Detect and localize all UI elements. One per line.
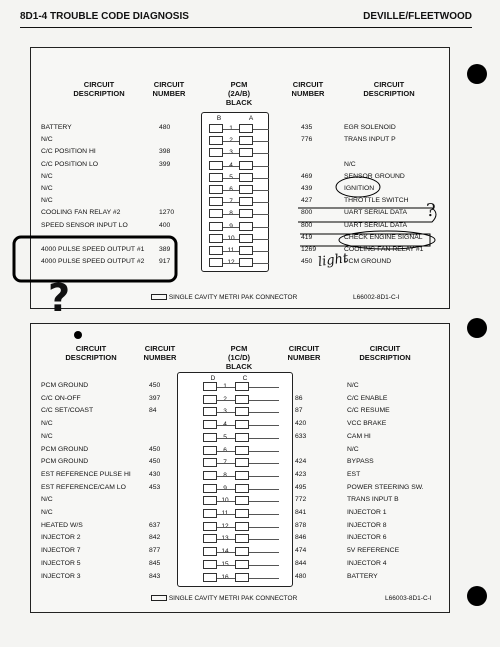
left-circuit-desc: C/C POSITION LO [41, 160, 99, 168]
right-circuit-number: 846 [295, 534, 307, 542]
connector-footer: SINGLE CAVITY METRI PAK CONNECTOR [149, 294, 297, 301]
left-circuit-desc: INJECTOR 7 [41, 547, 81, 555]
left-circuit-number: 877 [149, 547, 161, 555]
pin-number: 6 [223, 446, 227, 454]
pin-number: 2 [223, 395, 227, 403]
right-circuit-number: 841 [295, 509, 307, 516]
right-circuit-desc: THROTTLE SWITCH [344, 197, 409, 205]
left-circuit-desc: SPEED SENSOR INPUT LO [41, 221, 128, 229]
left-circuit-number: 399 [159, 160, 171, 168]
annotation-circle [336, 177, 380, 197]
right-circuit-number: 86 [295, 394, 303, 402]
left-circuit-desc: PCM GROUND [41, 445, 89, 453]
right-circuit-number: 800 [301, 209, 313, 217]
left-circuit-number: 450 [149, 445, 161, 453]
right-circuit-desc: EST [347, 470, 361, 478]
right-circuit-desc: COOLING FAN RELAY #1 [344, 246, 424, 253]
col-header-num2: CIRCUIT NUMBER [291, 80, 325, 98]
left-circuit-desc: PCM GROUND [41, 458, 89, 466]
right-circuit-desc: UART SERIAL DATA [344, 221, 408, 229]
left-circuit-number: 84 [149, 407, 157, 415]
pin-number: 7 [223, 459, 227, 467]
left-circuit-desc: 4000 PULSE SPEED OUTPUT #2 [41, 258, 145, 266]
col-header-num: CIRCUIT NUMBER [143, 344, 177, 362]
pin-number: 13 [221, 535, 229, 543]
left-circuit-number: 842 [149, 534, 161, 542]
right-circuit-desc: TRANS INPUT P [344, 136, 396, 144]
col-header-desc: CIRCUIT DESCRIPTION [73, 80, 125, 98]
left-circuit-desc: INJECTOR 3 [41, 572, 81, 580]
pin-number: 12 [221, 522, 229, 530]
pin-number: 8 [229, 210, 233, 218]
right-circuit-number: 495 [295, 483, 307, 491]
left-circuit-desc: C/C SET/COAST [41, 407, 94, 415]
left-circuit-desc: N/C [41, 432, 53, 440]
right-circuit-desc: N/C [347, 445, 359, 453]
right-circuit-number: 87 [295, 407, 303, 415]
handwritten-question-mark: ? [426, 200, 436, 221]
pin-number: 11 [227, 247, 235, 254]
right-circuit-desc: PCM GROUND [344, 258, 392, 266]
left-circuit-number: 1270 [159, 209, 175, 217]
col-letter: D [210, 375, 216, 382]
left-circuit-desc: N/C [41, 420, 53, 428]
right-circuit-number: 439 [301, 185, 313, 192]
left-circuit-number: 453 [149, 483, 161, 491]
pin-number: 2 [229, 137, 233, 145]
connector-footer: SINGLE CAVITY METRI PAK CONNECTOR [149, 595, 297, 602]
left-circuit-number: 917 [159, 258, 171, 266]
right-circuit-desc: C/C RESUME [347, 407, 390, 415]
left-circuit-desc: C/C POSITION HI [41, 148, 96, 156]
left-circuit-number: 845 [149, 559, 161, 567]
col-header-desc2: CIRCUIT DESCRIPTION [363, 80, 415, 98]
right-circuit-number: 844 [295, 559, 307, 567]
col-header-desc: CIRCUIT DESCRIPTION [65, 344, 117, 362]
annotation-box [14, 237, 176, 281]
pin-number: 11 [221, 510, 229, 517]
pin-number: 5 [223, 433, 227, 441]
annotation-bracket [298, 208, 436, 222]
right-circuit-number: 419 [301, 233, 313, 241]
right-circuit-desc: TRANS INPUT B [347, 496, 399, 504]
left-circuit-number: 389 [159, 246, 171, 253]
pin-number: 1 [223, 383, 227, 390]
right-circuit-desc: N/C [347, 382, 359, 389]
right-circuit-number: 772 [295, 496, 307, 504]
right-circuit-number: 469 [301, 172, 313, 180]
right-circuit-desc: INJECTOR 1 [347, 509, 387, 516]
left-circuit-number: 450 [149, 458, 161, 466]
left-circuit-number: 843 [149, 572, 161, 580]
col-letter: A [248, 115, 254, 122]
right-circuit-desc: INJECTOR 8 [347, 521, 387, 529]
col-header-num: CIRCUIT NUMBER [152, 80, 186, 98]
col-header-pcm: PCM (1C/D) BLACK [225, 344, 253, 371]
figure-code: L66002-8D1-C-I [353, 294, 400, 301]
pin-number: 7 [229, 198, 233, 206]
right-circuit-desc: SENSOR GROUND [344, 172, 405, 180]
pin-number: 5 [229, 173, 233, 181]
left-circuit-number: 480 [159, 124, 171, 131]
right-circuit-desc: INJECTOR 6 [347, 534, 387, 542]
left-circuit-desc: EST REFERENCE/CAM LO [41, 483, 126, 491]
right-circuit-desc: EGR SOLENOID [344, 124, 396, 131]
left-circuit-desc: N/C [41, 197, 53, 205]
pin-number: 8 [223, 471, 227, 479]
right-circuit-desc: UART SERIAL DATA [344, 209, 408, 217]
right-circuit-desc: CAM HI [347, 432, 371, 440]
col-header-desc2: CIRCUIT DESCRIPTION [359, 344, 411, 362]
right-circuit-number: 424 [295, 458, 307, 466]
right-circuit-number: 420 [295, 420, 307, 428]
left-circuit-desc: COOLING FAN RELAY #2 [41, 209, 121, 217]
right-circuit-number: 427 [301, 197, 313, 205]
pin-number: 14 [221, 548, 229, 556]
left-circuit-desc: 4000 PULSE SPEED OUTPUT #1 [41, 246, 145, 253]
left-circuit-number: 398 [159, 148, 171, 156]
left-circuit-desc: N/C [41, 185, 53, 192]
pin-number: 3 [229, 149, 233, 157]
right-circuit-number: 480 [295, 572, 307, 580]
left-circuit-desc: N/C [41, 509, 53, 516]
right-circuit-number: 800 [301, 221, 313, 229]
left-circuit-desc: N/C [41, 496, 53, 504]
left-circuit-desc: C/C ON-OFF [41, 394, 81, 402]
left-circuit-desc: BATTERY [41, 124, 72, 131]
right-circuit-desc: 5V REFERENCE [347, 547, 400, 555]
pin-number: 4 [229, 161, 233, 169]
right-circuit-number: 423 [295, 470, 307, 478]
pin-number: 3 [223, 408, 227, 416]
right-circuit-number: 776 [301, 136, 313, 144]
pin-number: 12 [227, 259, 235, 267]
annotation-bracket [300, 234, 430, 246]
left-circuit-number: 637 [149, 521, 161, 529]
right-circuit-desc: INJECTOR 4 [347, 559, 387, 567]
left-circuit-number: 397 [149, 394, 161, 402]
handwritten-note: light [317, 250, 350, 271]
right-circuit-desc: C/C ENABLE [347, 394, 388, 402]
right-circuit-desc: CHECK ENGINE SIGNAL [344, 233, 423, 241]
col-letter: C [242, 375, 248, 382]
left-circuit-desc: HEATED W/S [41, 521, 83, 529]
pin-number: 1 [229, 125, 233, 132]
pin-number: 10 [227, 234, 235, 242]
pin-number: 16 [221, 573, 229, 581]
right-circuit-desc: POWER STEERING SW. [347, 483, 424, 491]
left-circuit-desc: N/C [41, 172, 53, 180]
right-circuit-number: 450 [301, 258, 313, 266]
left-circuit-desc: N/C [41, 136, 53, 144]
pin-number: 9 [223, 484, 227, 492]
right-circuit-desc: BATTERY [347, 572, 378, 580]
left-circuit-number: 400 [159, 221, 171, 229]
right-circuit-desc: IGNITION [344, 185, 375, 192]
right-circuit-number: 1269 [301, 246, 317, 253]
left-circuit-desc: PCM GROUND [41, 382, 89, 389]
annotation-dot-icon [74, 331, 82, 339]
right-circuit-desc: N/C [344, 160, 356, 168]
header-title: 8D1-4 TROUBLE CODE DIAGNOSIS [20, 11, 189, 22]
right-circuit-number: 474 [295, 547, 307, 555]
right-circuit-number: 878 [295, 521, 307, 529]
left-circuit-number: 450 [149, 382, 161, 389]
header-model: DEVILLE/FLEETWOOD [363, 11, 472, 22]
col-header-num2: CIRCUIT NUMBER [287, 344, 321, 362]
figure-code: L66003-8D1-C-I [385, 595, 432, 602]
col-letter: B [216, 115, 222, 122]
left-circuit-desc: INJECTOR 5 [41, 559, 81, 567]
handwritten-question-mark: ? [48, 276, 71, 320]
pin-number: 10 [221, 497, 229, 505]
right-circuit-number: 435 [301, 124, 313, 131]
left-circuit-desc: EST REFERENCE PULSE HI [41, 470, 131, 478]
right-circuit-number: 633 [295, 432, 307, 440]
col-header-pcm: PCM (2A/B) BLACK [225, 80, 253, 107]
pin-number: 6 [229, 186, 233, 193]
pin-number: 15 [221, 560, 229, 568]
right-circuit-desc: VCC BRAKE [347, 420, 387, 428]
left-circuit-number: 430 [149, 470, 161, 478]
pin-number: 4 [223, 421, 227, 429]
left-circuit-desc: INJECTOR 2 [41, 534, 81, 542]
pin-number: 9 [229, 222, 233, 230]
right-circuit-desc: BYPASS [347, 458, 374, 466]
